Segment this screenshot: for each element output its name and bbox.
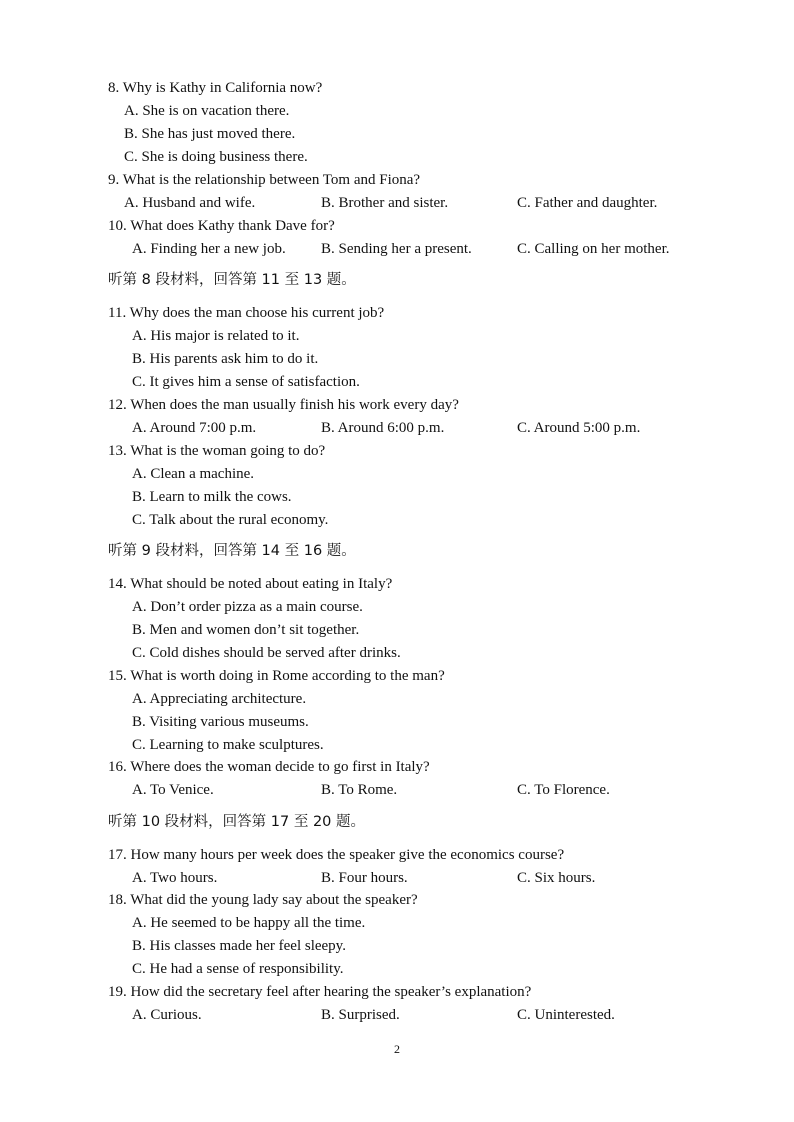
option-19b: B. Surprised.	[321, 1007, 400, 1023]
question-11: 11. Why does the man choose his current job?	[108, 305, 385, 321]
option-17a: A. Two hours.	[132, 870, 218, 886]
question-15: 15. What is worth doing in Rome according to the man?	[108, 668, 445, 684]
section-heading-8: 听第 8 段材料，回答第 11 至 13 题。	[108, 272, 356, 288]
option-14c: C. Cold dishes should be served after drinks.	[132, 645, 401, 661]
page-number: 2	[394, 1042, 400, 1056]
option-8a: A. She is on vacation there.	[124, 103, 290, 119]
option-14b: B. Men and women don’t sit together.	[132, 622, 360, 638]
option-19a: A. Curious.	[132, 1007, 202, 1023]
question-17: 17. How many hours per week does the speaker give the economics course?	[108, 847, 565, 863]
option-15a: A. Appreciating architecture.	[132, 691, 307, 707]
option-16c: C. To Florence.	[517, 782, 610, 798]
option-18c: C. He had a sense of responsibility.	[132, 961, 344, 977]
option-15c: C. Learning to make sculptures.	[132, 737, 324, 753]
option-17c: C. Six hours.	[517, 870, 596, 886]
question-19: 19. How did the secretary feel after hearing the speaker’s explanation?	[108, 984, 532, 1000]
option-11a: A. His major is related to it.	[132, 328, 300, 344]
option-10b: B. Sending her a present.	[321, 241, 472, 257]
option-11c: C. It gives him a sense of satisfaction.	[132, 374, 360, 390]
option-12b: B. Around 6:00 p.m.	[321, 420, 445, 436]
option-10c: C. Calling on her mother.	[517, 241, 670, 257]
option-17b: B. Four hours.	[321, 870, 408, 886]
option-9b: B. Brother and sister.	[321, 195, 449, 211]
option-8b: B. She has just moved there.	[124, 126, 296, 142]
option-8c: C. She is doing business there.	[124, 149, 308, 165]
option-12c: C. Around 5:00 p.m.	[517, 420, 641, 436]
question-10: 10. What does Kathy thank Dave for?	[108, 218, 335, 234]
option-10a: A. Finding her a new job.	[132, 241, 286, 257]
option-12a: A. Around 7:00 p.m.	[132, 420, 257, 436]
question-14: 14. What should be noted about eating in Italy?	[108, 576, 393, 592]
option-14a: A. Don’t order pizza as a main course.	[132, 599, 363, 615]
section-heading-10: 听第 10 段材料，回答第 17 至 20 题。	[108, 814, 366, 830]
option-13c: C. Talk about the rural economy.	[132, 512, 329, 528]
question-16: 16. Where does the woman decide to go first in Italy?	[108, 759, 430, 775]
section-heading-9: 听第 9 段材料，回答第 14 至 16 题。	[108, 543, 356, 559]
question-12: 12. When does the man usually finish his work every day?	[108, 397, 459, 413]
question-8: 8. Why is Kathy in California now?	[108, 80, 323, 96]
option-18b: B. His classes made her feel sleepy.	[132, 938, 346, 954]
option-15b: B. Visiting various museums.	[132, 714, 309, 730]
question-9: 9. What is the relationship between Tom and Fiona?	[108, 172, 421, 188]
option-13a: A. Clean a machine.	[132, 466, 255, 482]
option-18a: A. He seemed to be happy all the time.	[132, 915, 366, 931]
option-13b: B. Learn to milk the cows.	[132, 489, 292, 505]
option-16a: A. To Venice.	[132, 782, 214, 798]
option-11b: B. His parents ask him to do it.	[132, 351, 319, 367]
option-16b: B. To Rome.	[321, 782, 398, 798]
question-13: 13. What is the woman going to do?	[108, 443, 326, 459]
option-19c: C. Uninterested.	[517, 1007, 615, 1023]
question-18: 18. What did the young lady say about the speaker?	[108, 892, 418, 908]
option-9a: A. Husband and wife.	[124, 195, 256, 211]
option-9c: C. Father and daughter.	[517, 195, 658, 211]
